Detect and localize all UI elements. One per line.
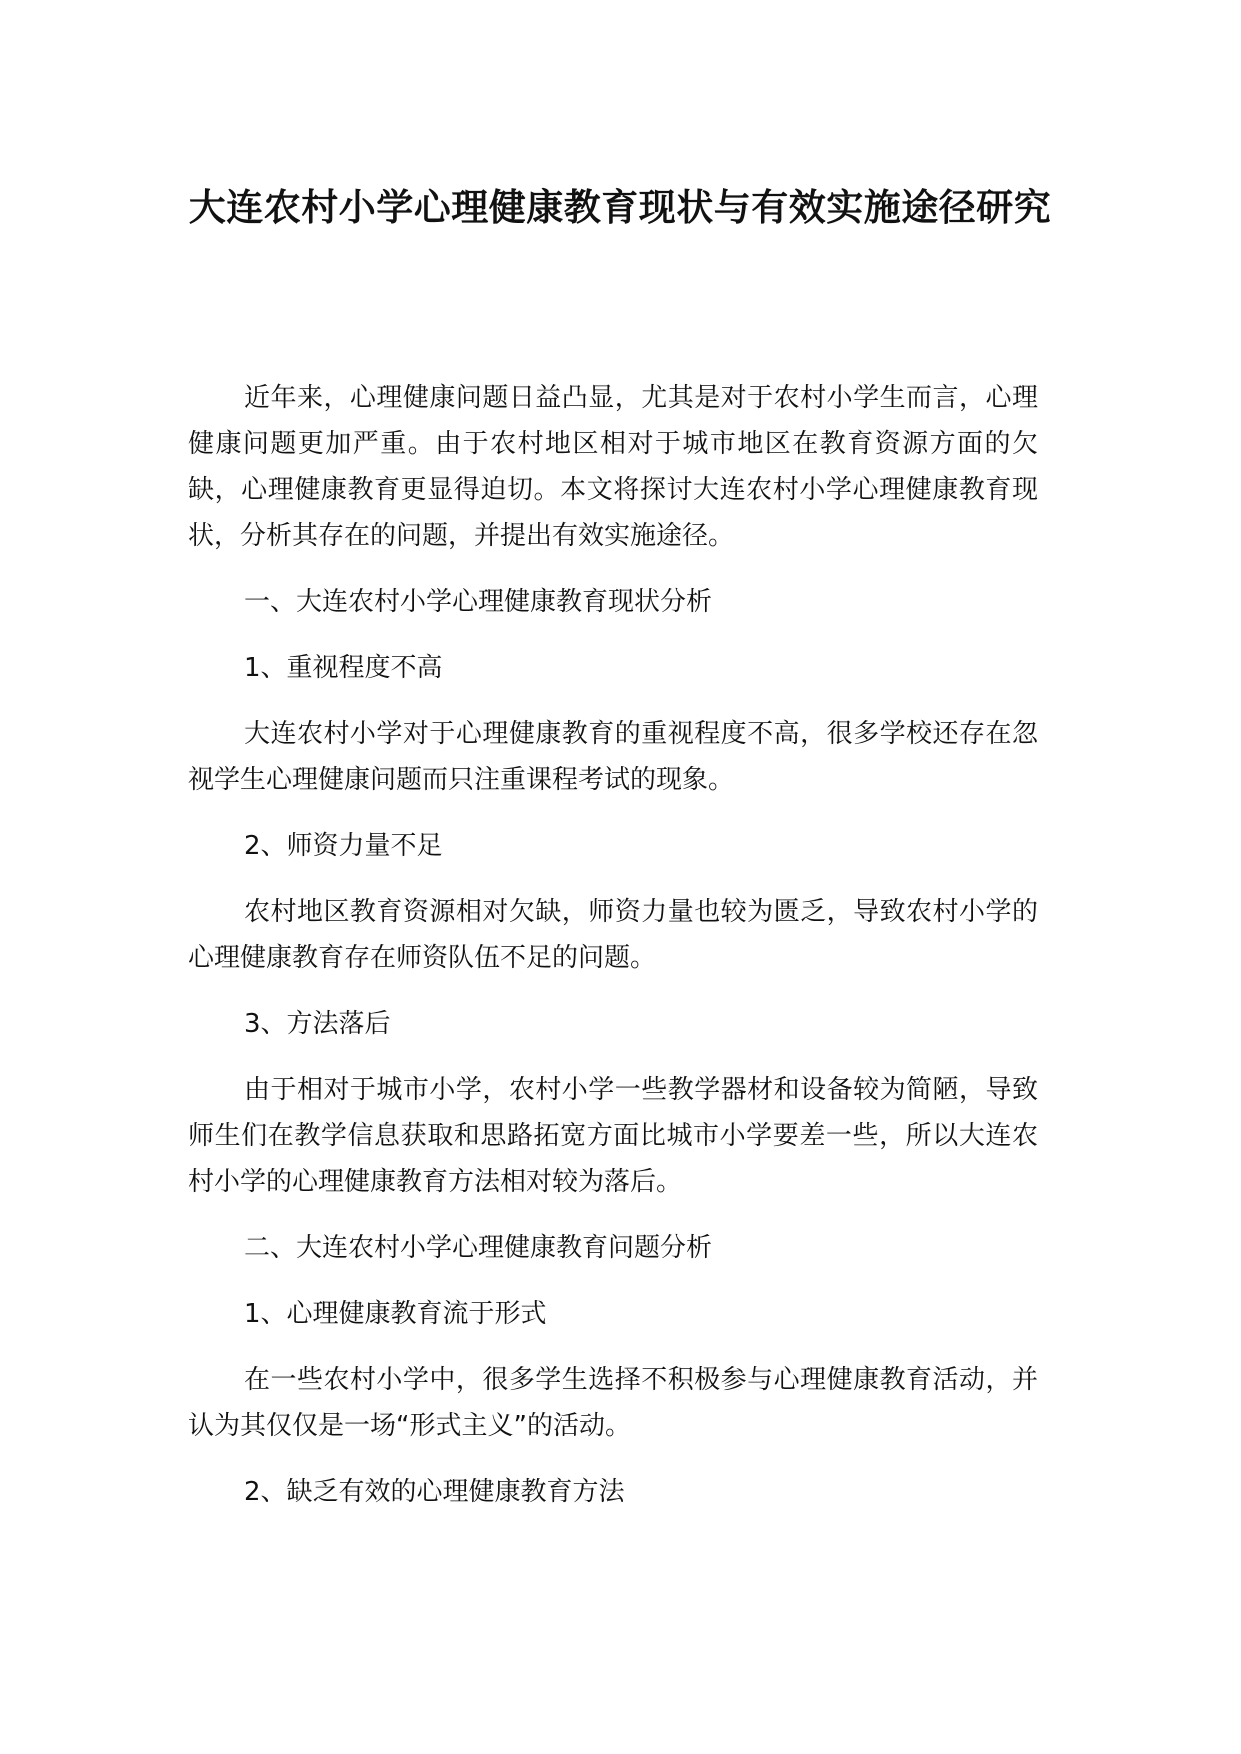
body-paragraph-2-1: 在一些农村小学中，很多学生选择不积极参与心理健康教育活动，并认为其仅仅是一场“形式主义”的活动。	[188, 1365, 1038, 1441]
subheading-2-1: 1、心理健康教育流于形式	[244, 1299, 547, 1329]
section-heading-1: 一、大连农村小学心理健康教育现状分析	[244, 587, 713, 617]
subheading-2-2: 2、缺乏有效的心理健康教育方法	[244, 1477, 625, 1507]
body-paragraph-1-1: 大连农村小学对于心理健康教育的重视程度不高，很多学校还存在忽视学生心理健康问题而只注重课程考试的现象。	[188, 719, 1038, 795]
subheading-1-2: 2、师资力量不足	[244, 831, 443, 861]
body-paragraph-1-3: 由于相对于城市小学，农村小学一些教学器材和设备较为简陋，导致师生们在教学信息获取和思路拓宽方面比城市小学要差一些，所以大连农村小学的心理健康教育方法相对较为落后。	[188, 1075, 1038, 1197]
subheading-1-1: 1、重视程度不高	[244, 653, 443, 683]
document-title: 大连农村小学心理健康教育现状与有效实施途径研究	[188, 186, 1052, 229]
document-body	[188, 375, 1038, 1535]
section-heading-2: 二、大连农村小学心理健康教育问题分析	[244, 1233, 713, 1263]
body-paragraph-1-2: 农村地区教育资源相对欠缺，师资力量也较为匮乏，导致农村小学的心理健康教育存在师资队伍不足的问题。	[188, 897, 1038, 973]
subheading-1-3: 3、方法落后	[244, 1009, 391, 1039]
intro-paragraph: 近年来，心理健康问题日益凸显，尤其是对于农村小学生而言，心理健康问题更加严重。由于农村地区相对于城市地区在教育资源方面的欠缺，心理健康教育更显得迫切。本文将探讨大连农村小学心理健康教育现状，分析其存在的问题，并提出有效实施途径。	[188, 383, 1038, 551]
